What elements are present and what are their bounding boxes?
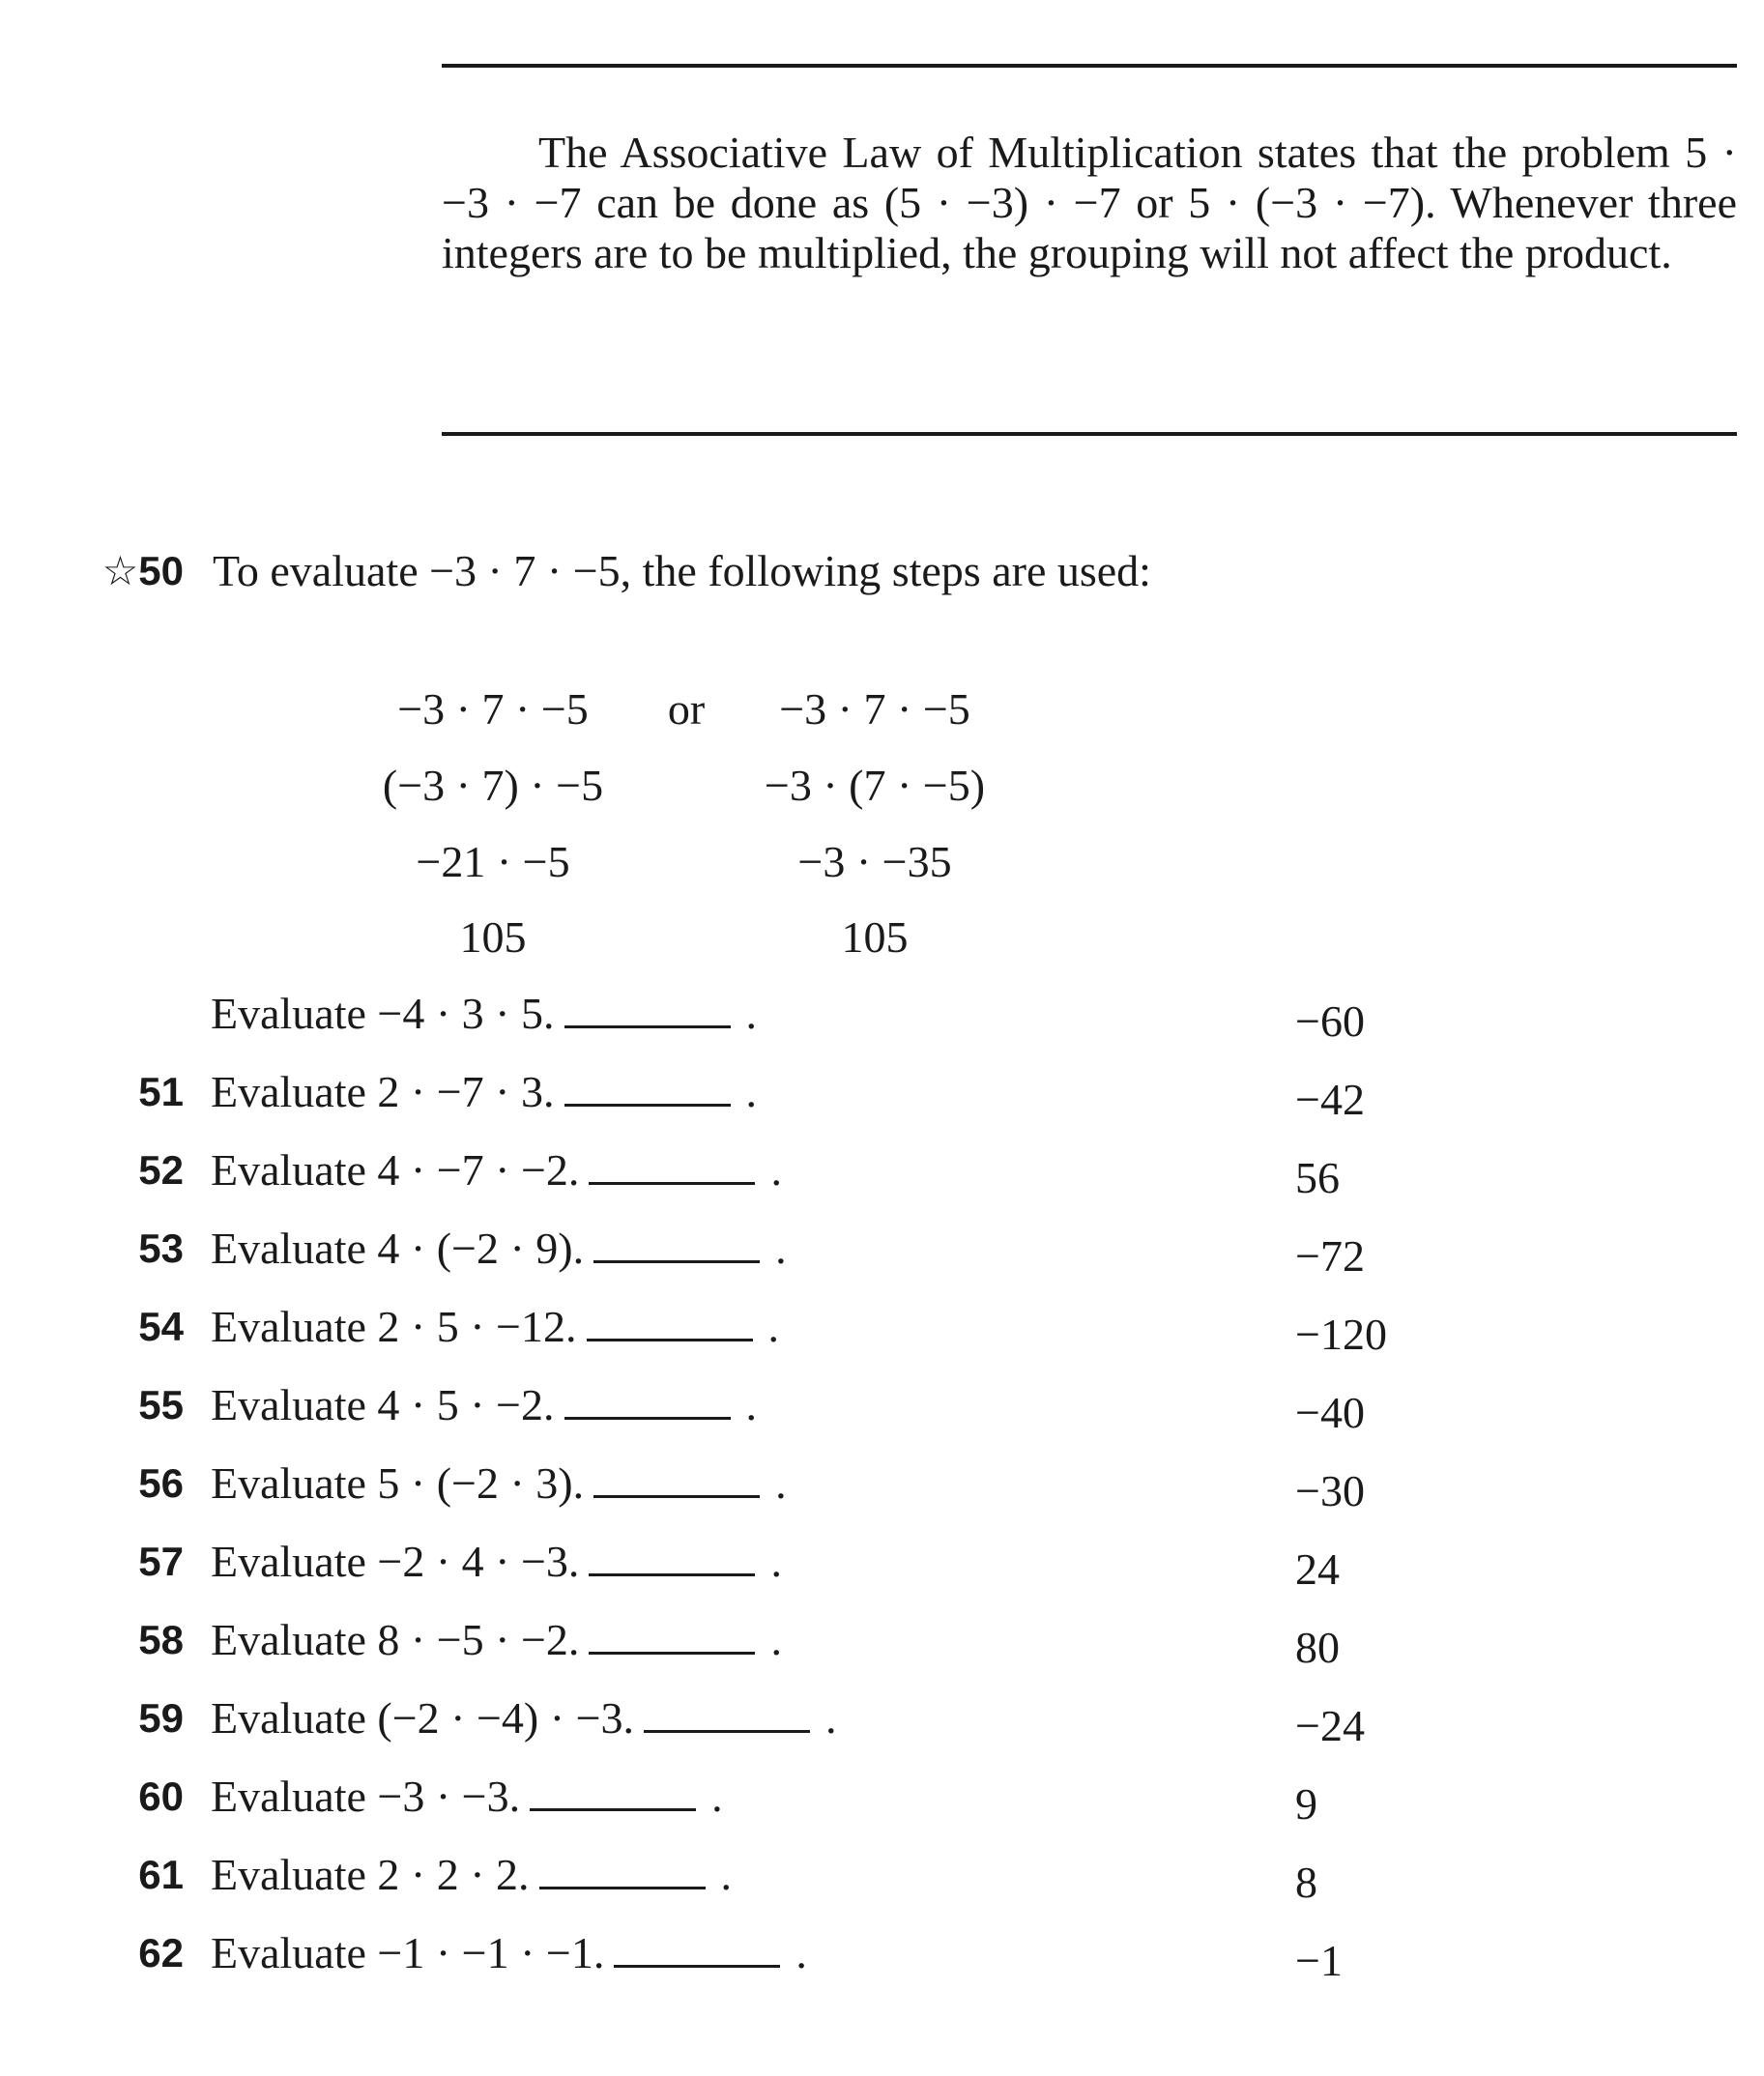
problem-54 <box>211 1302 779 1352</box>
or-label: or <box>667 684 706 734</box>
question-text: Evaluate 8 · −5 · −2. <box>211 1615 580 1664</box>
frame-number-55: 55 <box>138 1382 184 1427</box>
answer-62: −1 <box>1295 1936 1343 1985</box>
blank-suffix: . <box>711 1772 723 1821</box>
answer-61: 8 <box>1295 1858 1317 1907</box>
answer-56: −30 <box>1295 1466 1365 1515</box>
question-text: Evaluate 5 · (−2 · 3). <box>211 1458 585 1508</box>
frame-number-60: 60 <box>138 1773 184 1819</box>
blank-suffix: . <box>775 1458 787 1508</box>
blank-suffix: . <box>770 1145 782 1195</box>
answer-blank[interactable] <box>530 1773 696 1811</box>
answer-58: 80 <box>1295 1623 1340 1672</box>
left-step-1: −3 · 7 · −5 <box>397 684 589 734</box>
blank-suffix: . <box>795 1928 807 1977</box>
left-step-2: (−3 · 7) · −5 <box>382 761 604 810</box>
problem-60 <box>211 1772 723 1822</box>
frame-number-51: 51 <box>138 1069 184 1114</box>
question-text: Evaluate −3 · −3. <box>211 1772 521 1821</box>
question-text: Evaluate 2 · 5 · −12. <box>211 1302 577 1351</box>
frame-number-54: 54 <box>138 1304 184 1349</box>
frame-number-61: 61 <box>138 1852 184 1897</box>
problem-52 <box>211 1145 782 1196</box>
answer-blank[interactable] <box>589 1147 755 1185</box>
answer-blank[interactable] <box>539 1852 706 1889</box>
problem-53 <box>211 1224 787 1274</box>
answer-blank[interactable] <box>593 1460 760 1498</box>
blank-suffix: . <box>745 1380 757 1429</box>
right-step-4: 105 <box>841 912 909 962</box>
answer-55: −40 <box>1295 1388 1365 1437</box>
frame-number-62: 62 <box>138 1930 184 1975</box>
answer-blank[interactable] <box>564 1069 731 1107</box>
right-step-2: −3 · (7 · −5) <box>764 761 986 810</box>
question-text: Evaluate 4 · (−2 · 9). <box>211 1224 585 1273</box>
answer-54: −120 <box>1295 1310 1387 1359</box>
blank-suffix: . <box>720 1850 733 1899</box>
blank-suffix: . <box>767 1302 779 1351</box>
answer-53: −72 <box>1295 1231 1365 1281</box>
answer-50: −60 <box>1295 996 1365 1046</box>
blank-suffix: . <box>745 989 757 1038</box>
blank-suffix: . <box>775 1224 787 1273</box>
frame-50-text: To evaluate −3 · 7 · −5, the following steps are used: <box>213 546 1151 595</box>
blank-suffix: . <box>745 1067 757 1116</box>
problem-61 <box>211 1850 732 1900</box>
right-step-3: −3 · −35 <box>797 837 952 886</box>
answer-blank[interactable] <box>564 1382 731 1420</box>
right-step-1: −3 · 7 · −5 <box>779 684 970 734</box>
blank-suffix: . <box>770 1537 782 1586</box>
answer-blank[interactable] <box>614 1930 780 1968</box>
answer-blank[interactable] <box>564 991 731 1028</box>
blank-suffix: . <box>770 1615 782 1664</box>
answer-blank[interactable] <box>589 1539 755 1576</box>
problem-59 <box>211 1693 837 1744</box>
answer-60: 9 <box>1295 1779 1317 1829</box>
problem-58 <box>211 1615 782 1665</box>
question-text: Evaluate 4 · −7 · −2. <box>211 1145 580 1195</box>
problem-51 <box>211 1067 757 1117</box>
top-rule <box>442 64 1737 68</box>
question-text: Evaluate 2 · −7 · 3. <box>211 1067 555 1116</box>
frame-number-53: 53 <box>138 1225 184 1271</box>
answer-blank[interactable] <box>593 1225 760 1263</box>
answer-51: −42 <box>1295 1075 1365 1124</box>
answer-blank[interactable] <box>589 1617 755 1655</box>
frame-number-52: 52 <box>138 1147 184 1193</box>
question-text: Evaluate (−2 · −4) · −3. <box>211 1693 635 1743</box>
question-text: Evaluate −1 · −1 · −1. <box>211 1928 605 1977</box>
blank-suffix: . <box>825 1693 837 1743</box>
answer-57: 24 <box>1295 1544 1340 1594</box>
frame-50-question <box>211 989 757 1039</box>
answer-blank[interactable] <box>587 1304 753 1341</box>
problem-62 <box>211 1928 807 1978</box>
answer-52: 56 <box>1295 1153 1340 1202</box>
answer-blank[interactable] <box>644 1695 810 1733</box>
problem-56 <box>211 1458 787 1509</box>
question-text: Evaluate 2 · 2 · 2. <box>211 1850 530 1899</box>
frame-number-58: 58 <box>138 1617 184 1662</box>
frame-number-57: 57 <box>138 1539 184 1584</box>
problem-55 <box>211 1380 757 1430</box>
left-step-4: 105 <box>459 912 527 962</box>
problem-57 <box>211 1537 782 1587</box>
frame-number-50: ☆50 <box>101 548 184 593</box>
question-text: Evaluate 4 · 5 · −2. <box>211 1380 555 1429</box>
question-text: Evaluate −2 · 4 · −3. <box>211 1537 580 1586</box>
left-step-3: −21 · −5 <box>416 837 570 886</box>
answer-59: −24 <box>1295 1701 1365 1750</box>
frame-number-59: 59 <box>138 1695 184 1741</box>
frame-number-56: 56 <box>138 1460 184 1506</box>
bottom-rule <box>442 432 1737 436</box>
question-text: Evaluate −4 · 3 · 5. <box>211 989 555 1038</box>
intro-paragraph: The Associative Law of Multiplication states that the problem 5 · −3 · −7 can be done as (5 · −3) · −7 or 5 · (−3 · −7). Whenever three integers are to be multiplied, the grouping will not affect the product. <box>442 128 1737 277</box>
